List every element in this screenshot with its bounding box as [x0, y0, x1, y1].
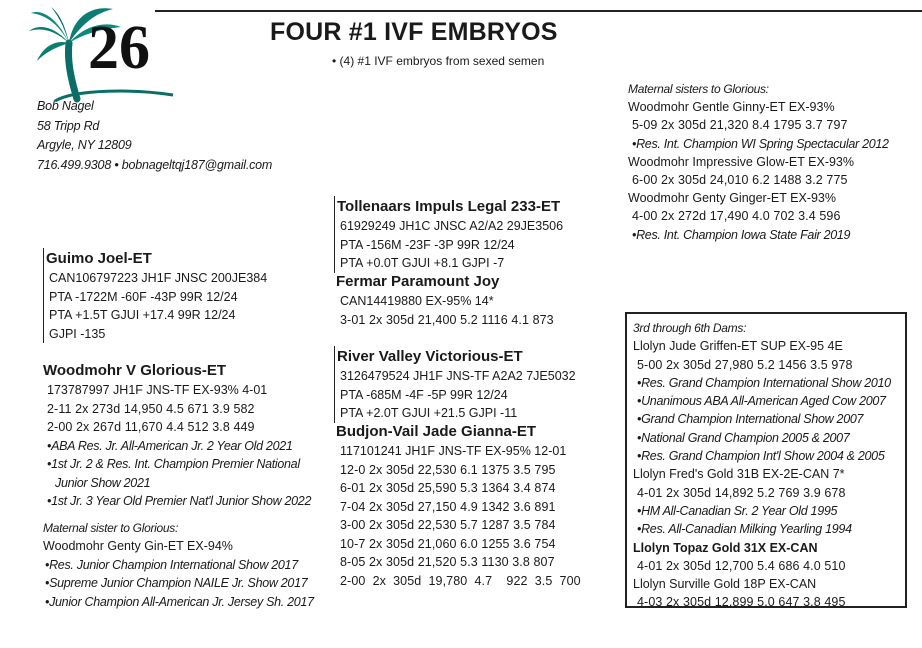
fifth-dam-record: 4-01 2x 305d 12,700 5.4 686 4.0 510: [637, 558, 846, 573]
sire-sire-line: 61929249 JH1C JNSC A2/A2 29JE3506: [340, 219, 564, 233]
dam-sister-award: •Junior Champion All-American Jr. Jersey Sh. 2017: [45, 594, 314, 609]
sister-record: 4-00 2x 272d 17,490 4.0 702 3.4 596: [632, 209, 841, 224]
third-dam-award: •Unanimous ABA All-American Aged Cow 2007: [637, 394, 886, 409]
page-subtitle: • (4) #1 IVF embryos from sexed semen: [332, 54, 545, 68]
dam-dam-record: 7-04 2x 305d 27,150 4.9 1342 3.6 891: [340, 499, 556, 514]
sire-sire-name: Tollenaars Impuls Legal 233-ET: [337, 198, 561, 215]
fifth-dam-name: Llolyn Topaz Gold 31X EX-CAN: [633, 540, 818, 555]
dam-reg: 173787997 JH1F JNS-TF EX-93% 4-01: [47, 383, 268, 397]
sire-line: GJPI -135: [49, 326, 106, 341]
sister-name: Woodmohr Impressive Glow-ET EX-93%: [628, 154, 855, 169]
dam-sister-award: •Res. Junior Champion International Show 2017: [45, 557, 298, 572]
third-dam-award: •Res. Grand Champion International Show 2010: [637, 375, 891, 390]
dams-box: [625, 312, 907, 608]
dam-dam-record: 8-05 2x 305d 21,520 5.3 1130 3.8 807: [340, 555, 555, 569]
sire-sire-line: PTA -156M -23F -3P 99R 12/24: [340, 237, 515, 252]
consignor-street: 58 Tripp Rd: [37, 118, 100, 133]
dam-name: Woodmohr V Glorious-ET: [43, 362, 227, 379]
dam-record: 2-00 2x 267d 11,670 4.4 512 3.8 449: [47, 420, 255, 434]
third-dam-award: •Grand Champion International Show 2007: [637, 412, 864, 427]
consignor-city: Argyle, NY 12809: [37, 138, 132, 152]
dam-sister-heading: Maternal sister to Glorious:: [43, 520, 178, 535]
dam-award: Junior Show 2021: [55, 475, 151, 490]
dam-dam-record: 6-01 2x 305d 25,590 5.3 1364 3.4 874: [340, 481, 556, 495]
third-dam-record: 5-00 2x 305d 27,980 5.2 1456 3.5 978: [637, 357, 853, 372]
sire-line: PTA -1722M -60F -43P 99R 12/24: [49, 289, 238, 304]
dam-sire-line: PTA -685M -4F -5P 99R 12/24: [340, 387, 508, 402]
sister-record: 6-00 2x 305d 24,010 6.2 1488 3.2 775: [632, 173, 848, 188]
sire-name: Guimo Joel-ET: [46, 250, 152, 267]
sixth-dam-name: Llolyn Surville Gold 18P EX-CAN: [633, 577, 817, 592]
fourth-dam-award: •HM All-Canadian Sr. 2 Year Old 1995: [637, 503, 838, 518]
dam-dam-name: Budjon-Vail Jade Gianna-ET: [336, 423, 537, 440]
dam-award: •1st Jr. 2 & Res. Int. Champion Premier National: [47, 457, 300, 471]
dam-dam-block: [336, 421, 581, 590]
maternal-sisters-heading: Maternal sisters to Glorious:: [628, 82, 769, 96]
dam-sire-block: [334, 346, 576, 423]
dam-dam-record: 2-00 2x 305d 19,780 4.7 922 3.5 700: [340, 573, 581, 588]
sire-dam-block: [336, 271, 554, 329]
sire-block: [43, 248, 267, 343]
maternal-sisters: [628, 80, 889, 244]
dam-award: •1st Jr. 3 Year Old Premier Nat'l Junior Show 2022: [47, 494, 312, 508]
dam-dam-record: 3-00 2x 305d 22,530 5.7 1287 3.5 784: [340, 518, 556, 532]
sister-name: Woodmohr Genty Ginger-ET EX-93%: [628, 191, 836, 206]
fourth-dam-name: Llolyn Fred's Gold 31B EX-2E-CAN 7*: [633, 467, 845, 482]
dam-dam-record: 12-0 2x 305d 22,530 6.1 1375 3.5 795: [340, 462, 556, 477]
fourth-dam-award: •Res. All-Canadian Milking Yearling 1994: [637, 522, 852, 537]
dams-box-heading: 3rd through 6th Dams:: [633, 321, 747, 335]
dam-block: [43, 360, 314, 611]
dam-dam-record: 10-7 2x 305d 21,060 6.0 1255 3.6 754: [340, 536, 556, 551]
dam-record: 2-11 2x 273d 14,950 4.5 671 3.9 582: [47, 401, 255, 416]
dams-box-content: [633, 319, 891, 612]
dam-sire-line: 3126479524 JH1F JNS-TF A2A2 7JE5032: [340, 369, 576, 383]
dam-dam-reg: 117101241 JH1F JNS-TF EX-95% 12-01: [340, 444, 567, 458]
consignor-name: Bob Nagel: [37, 99, 94, 113]
page-title: FOUR #1 IVF EMBRYOS: [270, 18, 558, 46]
sister-record: 5-09 2x 305d 21,320 8.4 1795 3.7 797: [632, 118, 848, 133]
fourth-dam-record: 4-01 2x 305d 14,892 5.2 769 3.9 678: [637, 485, 846, 500]
dam-sire-line: PTA +2.0T GJUI +21.5 GJPI -11: [340, 406, 518, 420]
sister-award: •Res. Int. Champion WI Spring Spectacular 2012: [632, 136, 889, 151]
dam-award: •ABA Res. Jr. All-American Jr. 2 Year Old 2021: [47, 438, 293, 453]
header-rule: [155, 10, 922, 12]
sire-sire-line: PTA +0.0T GJUI +8.1 GJPI -7: [340, 256, 505, 270]
sire-line: CAN106797223 JH1F JNSC 200JE384: [49, 271, 268, 285]
sire-sire-block: [334, 196, 563, 273]
third-dam-award: •National Grand Champion 2005 & 2007: [637, 430, 850, 445]
sire-line: PTA +1.5T GJUI +17.4 99R 12/24: [49, 308, 236, 322]
sire-dam-reg: CAN14419880 EX-95% 14*: [340, 294, 494, 308]
dam-sire-name: River Valley Victorious-ET: [337, 348, 523, 365]
sister-award: •Res. Int. Champion Iowa State Fair 2019: [632, 227, 851, 242]
dam-sister-name: Woodmohr Genty Gin-ET EX-94%: [43, 539, 233, 553]
consignor-contact: 716.499.9308 • bobnageltqj187@gmail.com: [37, 157, 273, 172]
sire-dam-record: 3-01 2x 305d 21,400 5.2 1116 4.1 873: [340, 312, 554, 327]
sixth-dam-record: 4-03 2x 305d 12,899 5.0 647 3.8 495: [637, 595, 846, 610]
third-dam-name: Llolyn Jude Griffen-ET SUP EX-95 4E: [633, 339, 843, 354]
third-dam-award: •Res. Grand Champion Int'l Show 2004 & 2005: [637, 449, 885, 464]
sire-dam-name: Fermar Paramount Joy: [336, 273, 500, 290]
sister-name: Woodmohr Gentle Ginny-ET EX-93%: [628, 100, 835, 115]
dam-sister-award: •Supreme Junior Champion NAILE Jr. Show 2017: [45, 576, 308, 590]
lot-number: 26: [88, 14, 150, 82]
consignor-info: [37, 97, 272, 175]
